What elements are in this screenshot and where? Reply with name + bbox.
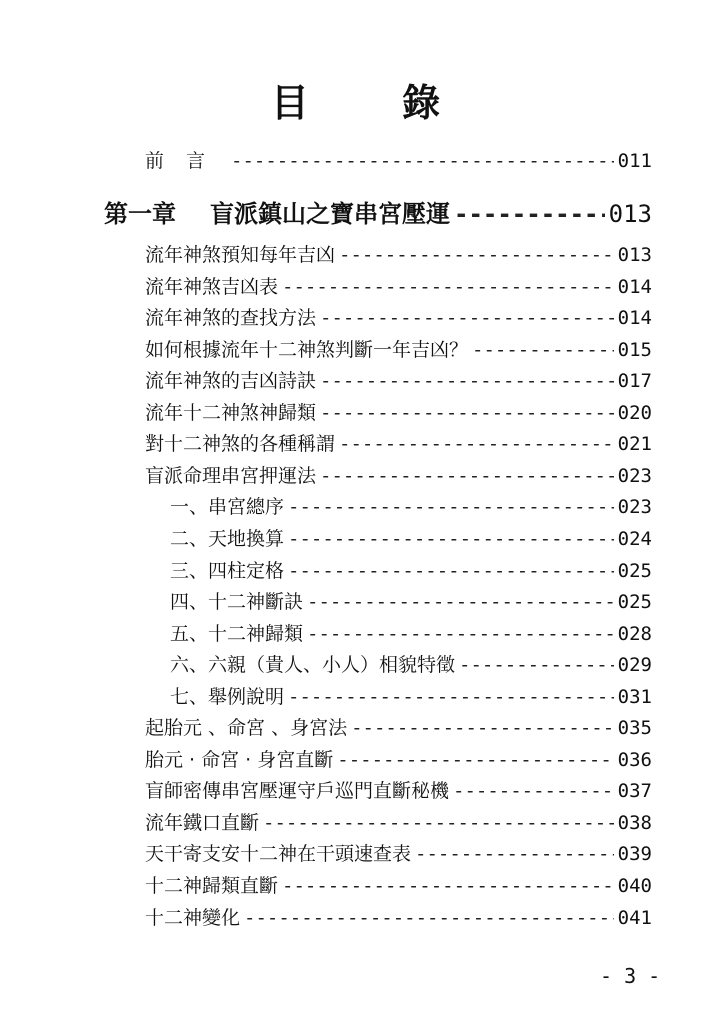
- toc-entry-page: 036: [617, 748, 652, 771]
- toc-entry: [145, 776, 652, 803]
- dot-leader: [459, 654, 614, 676]
- toc-entry-label: 起胎元 、命宮 、身宮法: [145, 717, 348, 740]
- dot-leader: [320, 370, 614, 392]
- dot-leader: [453, 780, 614, 802]
- toc-entry: [145, 461, 652, 488]
- toc-entry-label: 流年神煞的查找方法: [145, 307, 317, 330]
- toc-entry-page: 038: [617, 811, 652, 834]
- toc-entry-label: 四、十二神斷訣: [170, 591, 304, 614]
- toc-entry: [145, 272, 652, 299]
- toc-entry-label: 流年十二神煞神歸類: [145, 401, 317, 424]
- toc-entry-page: 041: [617, 906, 652, 929]
- toc-entry-page: 040: [617, 875, 652, 897]
- dot-leader: [282, 875, 614, 897]
- toc-entry-page: 011: [617, 150, 652, 172]
- dot-leader: [244, 907, 614, 929]
- toc-entry-page: 013: [617, 244, 652, 266]
- dot-leader: [351, 717, 614, 739]
- toc-entry: [145, 240, 652, 267]
- toc-entry-label: 流年鐵口直斷: [145, 811, 260, 834]
- toc-entry-label: 五、十二神歸類: [170, 622, 304, 645]
- dot-leader: [282, 276, 614, 298]
- chapter-number: 第一章: [104, 200, 176, 228]
- dot-leader: [339, 433, 614, 455]
- toc-entry: [145, 398, 652, 425]
- toc-entry-page: 037: [617, 780, 652, 803]
- toc-entry: [145, 871, 652, 898]
- toc-entry-page: 015: [617, 338, 652, 361]
- toc-entry-page: 024: [617, 527, 652, 550]
- toc-entry: [170, 619, 652, 646]
- toc-entry: [145, 713, 652, 740]
- toc-entry-page: 014: [617, 275, 652, 298]
- toc-entry: [145, 303, 652, 330]
- toc-entry-page: 021: [617, 433, 652, 456]
- toc-entry-label: 盲師密傳串宮壓運守戶巡門直斷秘機: [145, 780, 450, 803]
- toc-entry: [145, 903, 652, 930]
- toc-chapter-heading: [104, 194, 652, 229]
- page-title: 目 錄: [270, 81, 481, 125]
- toc-entry-label: 二、天地換算: [170, 527, 285, 550]
- toc-entry-label: 前言: [145, 150, 228, 172]
- toc-entry-page: 025: [617, 591, 652, 614]
- toc-entry: [170, 682, 652, 709]
- dot-leader: [337, 749, 613, 771]
- toc-entry-label: 十二神歸類直斷: [145, 875, 279, 897]
- dot-leader: [320, 465, 614, 487]
- dot-leader: [472, 339, 614, 361]
- toc-entry-page: 028: [617, 622, 652, 645]
- dot-leader: [454, 200, 605, 228]
- page-number: - 3 -: [600, 964, 661, 988]
- toc-entry-label: 盲派命理串宮押運法: [145, 464, 317, 487]
- toc-entry-page: 031: [617, 685, 652, 708]
- toc-entry-page: 025: [617, 559, 652, 582]
- toc-entry-page: 029: [617, 654, 652, 677]
- toc-entry: [145, 745, 652, 772]
- toc-entry: [145, 839, 652, 866]
- toc-entry-label: 胎元 · 命宮 · 身宮直斷: [145, 748, 334, 771]
- toc-entry-label: 對十二神煞的各種稱謂: [145, 433, 336, 456]
- toc-entry-label: 七、舉例說明: [170, 685, 285, 708]
- toc-entry: [170, 556, 652, 583]
- toc-entry-page: 039: [617, 843, 652, 866]
- toc-entry-label: 十二神變化: [145, 906, 241, 929]
- toc-entry-page: 017: [617, 370, 652, 393]
- toc-entry-page: 035: [617, 717, 652, 740]
- toc-entry-page: 014: [617, 307, 652, 330]
- dot-leader: [288, 560, 614, 582]
- toc-entry: [170, 524, 652, 551]
- toc-entry-label: 流年神煞的吉凶詩訣: [145, 370, 317, 393]
- dot-leader: [307, 591, 614, 613]
- dot-leader: [288, 686, 614, 708]
- toc-entry-label: 流年神煞吉凶表: [145, 275, 279, 298]
- toc-entry: [170, 650, 652, 677]
- toc-entry-label: 一、串宮總序: [170, 496, 285, 519]
- dot-leader: [415, 843, 614, 865]
- toc-entry: [145, 335, 652, 362]
- toc-entry: [145, 429, 652, 456]
- dot-leader: [231, 150, 614, 172]
- toc-entry-page: 023: [617, 496, 652, 519]
- toc-entry-label: 六、六親（貴人、小人）相貌特徵: [170, 654, 456, 677]
- toc-entry-preface: [145, 146, 652, 173]
- toc-entry: [145, 808, 652, 835]
- dot-leader: [320, 402, 614, 424]
- dot-leader: [320, 307, 614, 329]
- toc-entry-label: 如何根據流年十二神煞判斷一年吉凶？: [145, 338, 469, 361]
- toc-entry-page: 020: [617, 401, 652, 424]
- dot-leader: [307, 623, 614, 645]
- toc-entry-label: 三、四柱定格: [170, 559, 285, 582]
- toc-entry-label: 天干寄支安十二神在干頭速查表: [145, 843, 412, 866]
- toc-entry: [145, 366, 652, 393]
- toc-entry-page: 013: [608, 200, 652, 228]
- dot-leader: [288, 528, 614, 550]
- dot-leader: [288, 496, 614, 518]
- toc-entry-label: 流年神煞預知每年吉凶: [145, 244, 336, 266]
- toc-entry-page: 023: [617, 464, 652, 487]
- dot-leader: [339, 244, 614, 266]
- toc-entry: [170, 587, 652, 614]
- toc-entry: [170, 492, 652, 519]
- chapter-title: 盲派鎮山之寶串宮壓運: [210, 200, 450, 228]
- dot-leader: [263, 812, 614, 834]
